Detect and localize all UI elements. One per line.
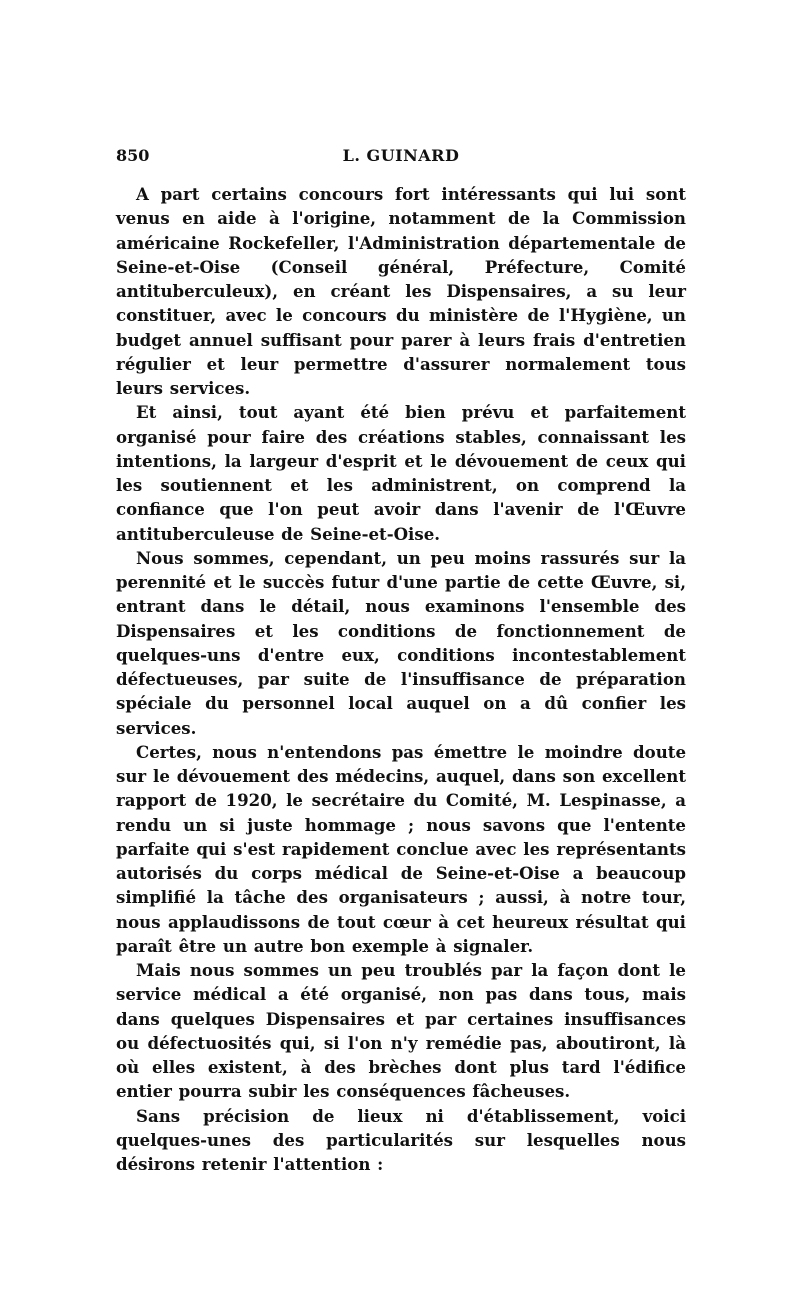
page-number: 850 <box>116 146 150 165</box>
paragraph-5: Mais nous sommes un peu troublés par la façon dont le service médical a été organisé, non pas dans tous, mais dans quelques Dispensaires et par certaines insuffisances ou défectuosités qui, si l'on n'y remédie pas, aboutiront, là où elles existent, à des brèches dont plus tard l'édifice entier pourra subir les conséquences fâcheuses. <box>116 960 686 1102</box>
paragraph-3: Nous sommes, cependant, un peu moins rassurés sur la perennité et le succès futur d'une partie de cette Œuvre, si, entrant dans le détail, nous examinons l'ensemble des Dispensaires et les conditions de fonctionnement de quelques-uns d'entre eux, conditions incontestablement défectueuses, par suite de l'insuffisance de préparation spéciale du personnel local auquel on a dû confier les services. <box>116 547 686 738</box>
paragraph-1: A part certains concours fort intéressants qui lui sont venus en aide à l'origine, notamment de la Commission américaine Rockefeller, l'Administration départementale de Seine-et-Oise (Conseil général, Préfecture, Comité antituberculeux), en créant les Dispensaires, a su leur constituer, avec le concours du ministère de l'Hygiène, un budget annuel suffisant pour parer à leurs frais d'entretien régulier et leur permettre d'assurer normalement tous leurs services. <box>116 184 686 398</box>
running-head-author: L. GUINARD <box>342 146 460 165</box>
page-header <box>116 146 686 168</box>
paragraph-6: Sans précision de lieux ni d'établissement, voici quelques-unes des particularités sur lesquelles nous désirons retenir l'attention : <box>116 1105 686 1174</box>
paragraph-2: Et ainsi, tout ayant été bien prévu et parfaitement organisé pour faire des créations stables, connaissant les intentions, la largeur d'esprit et le dévouement de ceux qui les soutiennent et les administrent, on comprend la confiance que l'on peut avoir dans l'avenir de l'Œuvre antituberculeuse de Seine-et-Oise. <box>116 402 686 544</box>
paragraph-4: Certes, nous n'entendons pas émettre le moindre doute sur le dévouement des médecins, auquel, dans son excellent rapport de 1920, le secrétaire du Comité, M. Lespinasse, a rendu un si juste hommage ; nous savons que l'entente parfaite qui s'est rapidement conclue avec les représentants autorisés du corps médical de Seine-et-Oise a beaucoup simplifié la tâche des organisateurs ; aussi, à notre tour, nous applaudissons de tout cœur à cet heureux résultat qui paraît être un autre bon exemple à signaler. <box>116 741 686 956</box>
body-text <box>116 182 686 1176</box>
